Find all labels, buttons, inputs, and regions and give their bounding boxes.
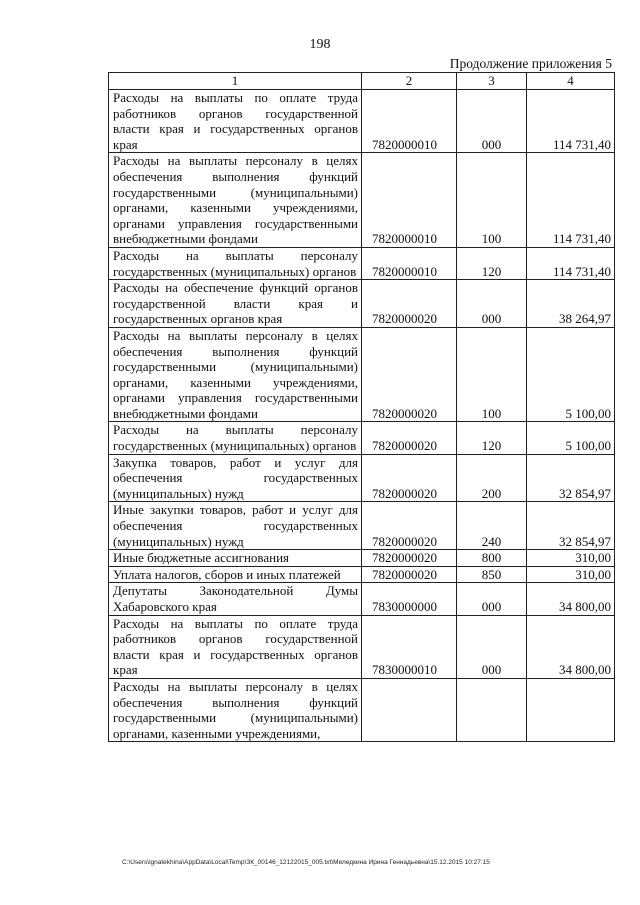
target-code-cell: 7820000020 xyxy=(362,454,457,502)
target-code-cell: 7830000000 xyxy=(362,583,457,615)
continuation-label: Продолжение приложения 5 xyxy=(449,56,612,71)
page-number: 198 xyxy=(309,37,331,52)
target-code-cell: 7820000020 xyxy=(362,327,457,422)
expense-name-cell: Расходы на выплаты персоналу в целях обеспечения выполнения функций государственными (муниципальными) органами, казенными учреждениями, xyxy=(109,678,362,741)
amount-cell xyxy=(527,678,615,741)
expense-type-cell: 240 xyxy=(457,502,527,550)
expense-name-cell: Иные бюджетные ассигнования xyxy=(109,550,362,567)
target-code-cell: 7820000020 xyxy=(362,422,457,454)
expense-type-cell: 000 xyxy=(457,615,527,678)
file-path-footer: C:\Users\ignatekhina\AppData\Local\Temp\ЗК_00146_12122015_005.txt\Меледкина Ирина Геннадьевна\15.12.2015 10:27:15 xyxy=(122,859,490,866)
target-code-cell: 7820000020 xyxy=(362,502,457,550)
table-row xyxy=(109,90,615,153)
expense-name-cell: Расходы на обеспечение функций органов государственной власти края и государственных органов края xyxy=(109,280,362,328)
expense-type-cell: 120 xyxy=(457,247,527,279)
expense-name-cell: Расходы на выплаты персоналу государственных (муниципальных) органов xyxy=(109,422,362,454)
amount-cell: 114 731,40 xyxy=(527,90,615,153)
target-code-cell: 7820000010 xyxy=(362,247,457,279)
column-header-2: 2 xyxy=(362,73,457,90)
expense-name-cell: Депутаты Законодательной Думы Хабаровского края xyxy=(109,583,362,615)
expense-type-cell: 100 xyxy=(457,153,527,248)
amount-cell: 32 854,97 xyxy=(527,502,615,550)
column-header-3: 3 xyxy=(457,73,527,90)
table-row xyxy=(109,454,615,502)
amount-cell: 5 100,00 xyxy=(527,422,615,454)
expense-name-cell: Закупка товаров, работ и услуг для обеспечения государственных (муниципальных) нужд xyxy=(109,454,362,502)
expense-type-cell: 000 xyxy=(457,90,527,153)
table-row xyxy=(109,247,615,279)
target-code-cell: 7820000020 xyxy=(362,280,457,328)
amount-cell: 32 854,97 xyxy=(527,454,615,502)
table-row xyxy=(109,678,615,741)
column-header-1: 1 xyxy=(109,73,362,90)
expense-type-cell: 100 xyxy=(457,327,527,422)
target-code-cell: 7830000010 xyxy=(362,615,457,678)
amount-cell: 114 731,40 xyxy=(527,247,615,279)
expense-type-cell xyxy=(457,678,527,741)
expense-name-cell: Иные закупки товаров, работ и услуг для обеспечения государственных (муниципальных) нужд xyxy=(109,502,362,550)
table-row xyxy=(109,550,615,567)
expense-type-cell: 800 xyxy=(457,550,527,567)
amount-cell: 310,00 xyxy=(527,550,615,567)
table-row xyxy=(109,566,615,583)
expense-name-cell: Расходы на выплаты по оплате труда работников органов государственной власти края и государственных органов края xyxy=(109,90,362,153)
table-row xyxy=(109,153,615,248)
amount-cell: 34 800,00 xyxy=(527,583,615,615)
expense-name-cell: Расходы на выплаты по оплате труда работников органов государственной власти края и государственных органов края xyxy=(109,615,362,678)
expense-type-cell: 850 xyxy=(457,566,527,583)
target-code-cell: 7820000020 xyxy=(362,566,457,583)
table-header-row xyxy=(109,73,615,90)
table-row xyxy=(109,327,615,422)
amount-cell: 34 800,00 xyxy=(527,615,615,678)
amount-cell: 310,00 xyxy=(527,566,615,583)
target-code-cell: 7820000020 xyxy=(362,550,457,567)
amount-cell: 38 264,97 xyxy=(527,280,615,328)
table-row xyxy=(109,422,615,454)
expense-type-cell: 000 xyxy=(457,280,527,328)
amount-cell: 5 100,00 xyxy=(527,327,615,422)
amount-cell: 114 731,40 xyxy=(527,153,615,248)
expense-name-cell: Расходы на выплаты персоналу в целях обеспечения выполнения функций государственными (муниципальными) органами, казенными учреждениями, органами управления государственными внебюджетными фондами xyxy=(109,153,362,248)
target-code-cell: 7820000010 xyxy=(362,90,457,153)
expense-name-cell: Уплата налогов, сборов и иных платежей xyxy=(109,566,362,583)
table-row xyxy=(109,280,615,328)
target-code-cell xyxy=(362,678,457,741)
expense-type-cell: 120 xyxy=(457,422,527,454)
table-body xyxy=(109,90,615,742)
expense-type-cell: 000 xyxy=(457,583,527,615)
table-row xyxy=(109,615,615,678)
expense-name-cell: Расходы на выплаты персоналу государственных (муниципальных) органов xyxy=(109,247,362,279)
table-row xyxy=(109,583,615,615)
expense-name-cell: Расходы на выплаты персоналу в целях обеспечения выполнения функций государственными (муниципальными) органами, казенными учреждениями, органами управления государственными внебюджетными фондами xyxy=(109,327,362,422)
expense-type-cell: 200 xyxy=(457,454,527,502)
column-header-4: 4 xyxy=(527,73,615,90)
table-row xyxy=(109,502,615,550)
budget-table xyxy=(108,72,615,742)
target-code-cell: 7820000010 xyxy=(362,153,457,248)
